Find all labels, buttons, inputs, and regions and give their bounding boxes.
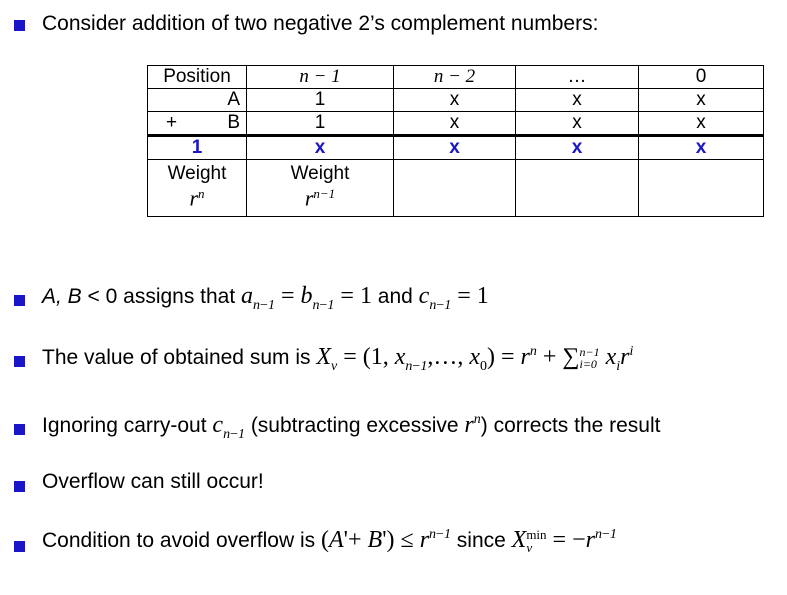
plus-operator: + [166, 112, 178, 133]
weight-base: r [189, 185, 199, 211]
weight-cell-2 [247, 160, 394, 217]
heading-text: Consider addition of two negative 2’s complement numbers: [42, 12, 599, 35]
bullet-5-mid: since [450, 529, 512, 552]
table-row-a [148, 89, 764, 112]
bullet-4: Overflow can still occur! [42, 470, 264, 493]
table-cell: x [516, 136, 639, 160]
table-cell: 1 [247, 89, 394, 112]
bullet-2-text: The value of obtained sum is [42, 346, 317, 369]
bullet-2 [42, 344, 633, 375]
table-cell: 1 [247, 112, 394, 136]
bullet-marker [14, 541, 25, 552]
formula-overflow-condition: $(A'+ B') \le r^{n-1}$ [320, 527, 451, 553]
col-head-n-1: n − 1 [247, 66, 394, 89]
bullet-3 [42, 412, 661, 443]
table-cell: x [639, 136, 764, 160]
bullet-marker [14, 295, 25, 306]
bullet-1-operands: A, B [42, 285, 82, 308]
table-cell: x [247, 136, 394, 160]
bullet-marker [14, 424, 25, 435]
weight-cell-1 [148, 160, 247, 217]
table-row-b [148, 112, 764, 136]
col-head-n-2: n − 2 [394, 66, 516, 89]
formula-rn: $r^n$ [464, 412, 481, 438]
col-head-0: 0 [639, 66, 764, 89]
col-head-ellipsis: … [516, 66, 639, 89]
position-label: Position [148, 66, 247, 89]
table-cell-empty [516, 160, 639, 217]
weight-exponent: n−1 [313, 186, 336, 201]
bullet-1-and: and [371, 285, 419, 308]
row-b-label: B [227, 112, 240, 133]
table-cell-empty [639, 160, 764, 217]
table-cell: x [516, 112, 639, 136]
bullet-marker [14, 481, 25, 492]
table-row-weight [148, 160, 764, 217]
table-cell: x [394, 112, 516, 136]
formula-min-value: X min v = $-r^{n-1}$ [511, 527, 617, 556]
formula-c: $c_{n-1} = 1$ [418, 283, 489, 313]
bullet-5 [42, 527, 617, 554]
table-cell: x [639, 112, 764, 136]
formula-a-b: $a_{n-1} = b_{n-1} = 1$ [241, 283, 372, 313]
formula-sum-value: $X_v = (1$, $x_{n-1},\dots$, $x_0) = r^n$ + ∑ n−1 i=0 $x_ir^i$ [316, 344, 634, 374]
carry-out-digit: 1 [148, 136, 247, 160]
bullet-1-text: < 0 assigns that [81, 285, 242, 308]
table-cell-empty [394, 160, 516, 217]
table-cell: x [394, 136, 516, 160]
bullet-3-text: Ignoring carry-out [42, 414, 213, 437]
row-b-label-cell [148, 112, 247, 136]
table-cell: x [394, 89, 516, 112]
weight-label: Weight [167, 163, 227, 184]
weight-label: Weight [290, 163, 350, 184]
bullet-marker [14, 20, 25, 31]
weight-exponent: n [198, 186, 205, 201]
table-row-sum [148, 136, 764, 160]
bullet-3-post: ) corrects the result [480, 414, 661, 437]
table-cell: x [639, 89, 764, 112]
addition-table [147, 65, 764, 217]
bullet-5-text: Condition to avoid overflow is [42, 529, 321, 552]
table-cell: x [516, 89, 639, 112]
table-header-row [148, 66, 764, 89]
bullet-marker [14, 356, 25, 367]
bullet-1 [42, 283, 489, 314]
bullet-3-mid: (subtracting excessive [244, 414, 465, 437]
formula-carry: $c_{n-1}$ [212, 412, 245, 442]
row-a-label: A [148, 89, 247, 112]
weight-base: r [304, 185, 314, 211]
